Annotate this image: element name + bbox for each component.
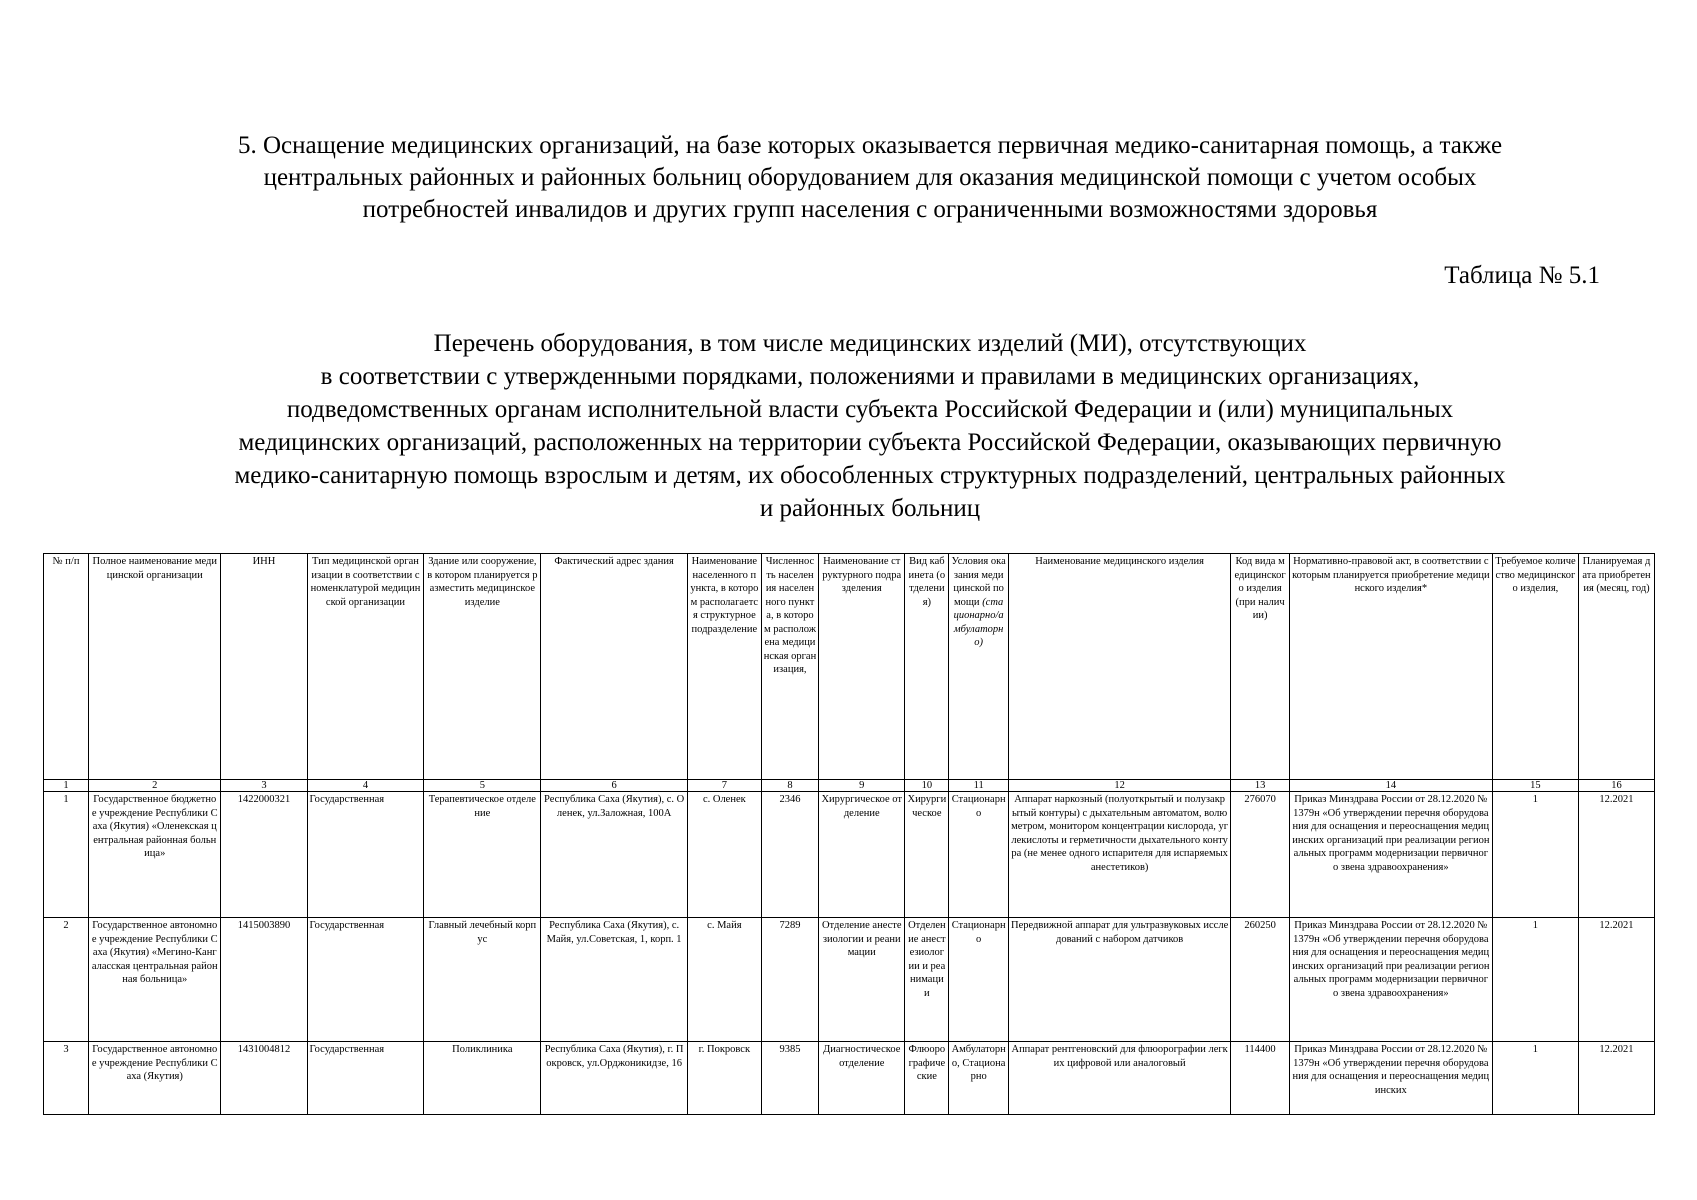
column-number: 13 (1231, 780, 1289, 792)
header-cell: Нормативно-правовой акт, в соответствии с которым планируется приобретение медицинского изделия* (1289, 554, 1492, 780)
cell-type: Государственная (307, 918, 424, 1042)
header-cell-text: Условия оказания медицинской помощи (951, 556, 1006, 608)
cell-inn: 1431004812 (221, 1042, 307, 1115)
cell-building: Терапевтическое отделение (424, 792, 541, 918)
cell-locality: с. Оленек (687, 792, 761, 918)
column-number: 7 (687, 780, 761, 792)
table-header-row (44, 554, 1655, 780)
cell-type: Государственная (307, 1042, 424, 1115)
cell-qty: 1 (1492, 1042, 1578, 1115)
header-cell: Фактический адрес здания (541, 554, 688, 780)
section-heading-line: 5. Оснащение медицинских организаций, на базе которых оказывается первичная медико-санитарная помощь, а также (237, 132, 1503, 159)
cell-qty: 1 (1492, 792, 1578, 918)
cell-org: Государственное автономное учреждение Республики Саха (Якутия) (89, 1042, 221, 1115)
header-cell (949, 554, 1008, 780)
subtitle-line: медицинских организаций, расположенных на территории субъекта Российской Федерации, оказывающих первичную (238, 429, 1502, 456)
header-cell: ИНН (221, 554, 307, 780)
table-row (44, 1042, 1655, 1115)
cell-device: Передвижной аппарат для ультразвуковых исследований с набором датчиков (1008, 918, 1231, 1042)
cell-num: 3 (44, 1042, 89, 1115)
column-number: 15 (1492, 780, 1578, 792)
cell-population: 2346 (761, 792, 818, 918)
subtitle-line: медико-санитарную помощь взрослым и детям, их обособленных структурных подразделений, центральных районных (234, 462, 1506, 489)
cell-device: Аппарат наркозный (полуоткрытый и полузакрытый контуры) с дыхательным автоматом, волюметром, монитором концентрации кислорода, углекислоты и герметичности дыхательного контура (не менее одного испарителя для испаряемых анестетиков) (1008, 792, 1231, 918)
cell-num: 1 (44, 792, 89, 918)
cell-conditions: Стационарно (949, 918, 1008, 1042)
column-number: 6 (541, 780, 688, 792)
cell-population: 9385 (761, 1042, 818, 1115)
header-cell: № п/п (44, 554, 89, 780)
subtitle-line: в соответствии с утвержденными порядками, положениями и правилами в медицинских организациях, (320, 363, 1420, 390)
cell-code: 114400 (1231, 1042, 1289, 1115)
column-number: 16 (1578, 780, 1654, 792)
section-heading-line: потребностей инвалидов и других групп населения с ограниченными возможностями здоровья (362, 196, 1378, 223)
cell-locality: г. Покровск (687, 1042, 761, 1115)
cell-act: Приказ Минздрава России от 28.12.2020 № 1379н «Об утверждении перечня оборудования для оснащения и переоснащения медицинских (1289, 1042, 1492, 1115)
header-cell: Планируемая дата приобретения (месяц, год) (1578, 554, 1654, 780)
cell-org: Государственное автономное учреждение Республики Саха (Якутия) «Мегино-Кангаласская центральная районная больница» (89, 918, 221, 1042)
cell-unit: Хирургическое отделение (819, 792, 905, 918)
cell-cabinet: Хирургическое (905, 792, 949, 918)
cell-building: Поликлиника (424, 1042, 541, 1115)
header-cell-italic: (стационарно/амбулаторно) (953, 596, 1004, 648)
cell-org: Государственное бюджетное учреждение Республики Саха (Якутия) «Оленекская центральная районная больница» (89, 792, 221, 918)
column-number: 12 (1008, 780, 1231, 792)
subtitle-line: подведомственных органам исполнительной власти субъекта Российской Федерации и (или) муниципальных (286, 396, 1454, 423)
cell-code: 276070 (1231, 792, 1289, 918)
header-cell: Тип медицинской организации в соответствии с номенклатурой медицинской организации (307, 554, 424, 780)
cell-code: 260250 (1231, 918, 1289, 1042)
cell-address: Республика Саха (Якутия), с. Оленек, ул.Заложная, 100А (541, 792, 688, 918)
cell-act: Приказ Минздрава России от 28.12.2020 № 1379н «Об утверждении перечня оборудования для оснащения и переоснащения медицинских организаций при реализации региональных программ модернизации первичного звена здравоохранения» (1289, 918, 1492, 1042)
cell-conditions: Амбулаторно, Стационарно (949, 1042, 1008, 1115)
header-cell: Наименование структурного подразделения (819, 554, 905, 780)
column-number: 11 (949, 780, 1008, 792)
cell-act: Приказ Минздрава России от 28.12.2020 № 1379н «Об утверждении перечня оборудования для оснащения и переоснащения медицинских организаций при реализации региональных программ модернизации первичного звена здравоохранения» (1289, 792, 1492, 918)
section-heading-line: центральных районных и районных больниц оборудованием для оказания медицинской помощи с учетом особых (263, 164, 1477, 191)
column-number: 4 (307, 780, 424, 792)
cell-cabinet: Отделение анестезиологии и реанимации (905, 918, 949, 1042)
column-number-row (44, 780, 1655, 792)
header-cell: Полное наименование медицинской организации (89, 554, 221, 780)
cell-inn: 1415003890 (221, 918, 307, 1042)
column-number: 3 (221, 780, 307, 792)
cell-date: 12.2021 (1578, 918, 1654, 1042)
subtitle-line: и районных больниц (759, 495, 981, 522)
header-cell: Наименование медицинского изделия (1008, 554, 1231, 780)
subtitle-line: Перечень оборудования, в том числе медицинских изделий (МИ), отсутствующих (433, 330, 1307, 357)
cell-cabinet: Флюорографические (905, 1042, 949, 1115)
cell-conditions: Стационарно (949, 792, 1008, 918)
cell-device: Аппарат рентгеновский для флюорографии легких цифровой или аналоговый (1008, 1042, 1231, 1115)
cell-num: 2 (44, 918, 89, 1042)
cell-unit: Отделение анестезиологии и реанимации (819, 918, 905, 1042)
column-number: 8 (761, 780, 818, 792)
cell-inn: 1422000321 (221, 792, 307, 918)
cell-population: 7289 (761, 918, 818, 1042)
table-label: Таблица № 5.1 (1444, 262, 1600, 289)
column-number: 1 (44, 780, 89, 792)
cell-address: Республика Саха (Якутия), г. Покровск, ул.Орджоникидзе, 16 (541, 1042, 688, 1115)
header-cell: Требуемое количество медицинского изделия, (1492, 554, 1578, 780)
column-number: 9 (819, 780, 905, 792)
cell-qty: 1 (1492, 918, 1578, 1042)
column-number: 5 (424, 780, 541, 792)
header-cell: Здание или сооружение, в котором планируется разместить медицинское изделие (424, 554, 541, 780)
table-row (44, 792, 1655, 918)
cell-date: 12.2021 (1578, 792, 1654, 918)
column-number: 2 (89, 780, 221, 792)
cell-address: Республика Саха (Якутия), с. Майя, ул.Советская, 1, корп. 1 (541, 918, 688, 1042)
equipment-table (43, 553, 1655, 1115)
section-heading (110, 130, 1630, 226)
header-cell: Вид кабинета (отделения) (905, 554, 949, 780)
header-cell: Численность населения населенного пункта, в котором расположена медицинская организация, (761, 554, 818, 780)
column-number: 14 (1289, 780, 1492, 792)
cell-unit: Диагностическое отделение (819, 1042, 905, 1115)
cell-date: 12.2021 (1578, 1042, 1654, 1115)
header-cell: Наименование населенного пункта, в котором располагается структурное подразделение (687, 554, 761, 780)
cell-building: Главный лечебный корпус (424, 918, 541, 1042)
table-subtitle (110, 327, 1630, 525)
column-number: 10 (905, 780, 949, 792)
cell-type: Государственная (307, 792, 424, 918)
cell-locality: с. Майя (687, 918, 761, 1042)
header-cell: Код вида медицинского изделия (при наличии) (1231, 554, 1289, 780)
table-row (44, 918, 1655, 1042)
